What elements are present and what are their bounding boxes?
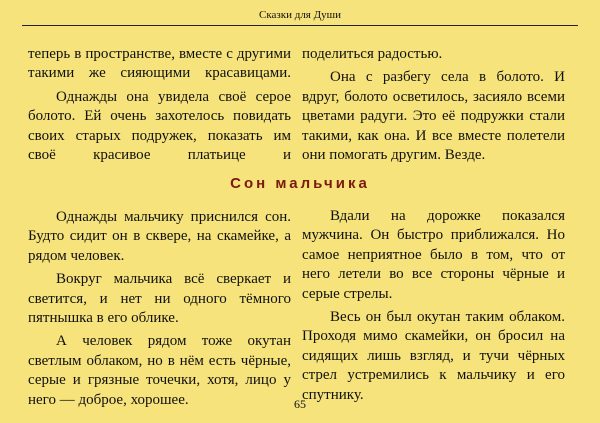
paragraph: Вдали на дорожке показался мужчина. Он быстро приближался. Но самое неприятное было в том, что от него летели во все стороны чёрные и серые стрелы.: [302, 208, 565, 302]
paragraph-continuation: поделиться радостью.: [302, 46, 443, 62]
page-header: [22, 0, 578, 28]
paragraph: Однажды мальчику приснился сон. Будто сидит он в сквере, на скамейке, а рядом человек.: [28, 209, 291, 264]
bottom-right-column: [302, 207, 565, 409]
paragraph: Она с разбегу села в болото. И вдруг, болото осветилось, засияло всеми цветами радуги. Это её подружки стали такими, как она. И все вместе полетели они помогать другим. Везде.: [302, 69, 565, 164]
paragraph: Однажды она увидела своё серое болото. Ей очень захотелось повидать своих старых подружек, показать им своё красивое платьице и: [28, 88, 291, 164]
paragraph-continuation: теперь в пространстве, вместе с другими такими же сияющими красавицами.: [28, 46, 291, 82]
top-left-column: [28, 45, 291, 169]
running-header-title: Сказки для Души: [259, 9, 341, 21]
paragraph: Вокруг мальчика всё сверкает и светится, и нет ни одного тёмного пятнышка в его облике.: [28, 271, 291, 327]
top-right-column: [302, 45, 565, 169]
paragraph: Весь он был окутан таким облаком. Проходя мимо скамейки, он бросил на сидящих лишь взгляд, и тучи чёрных стрел устремились к мальчику и его спутнику.: [302, 309, 565, 403]
section-title: Сон мальчика: [230, 175, 370, 192]
paragraph: А человек рядом тоже окутан светлым облаком, но в нём есть чёрные, серые и грязные точечки, хотя, лицо у него — доброе, хорошее.: [28, 333, 291, 408]
header-rule: [22, 25, 578, 26]
bottom-left-column: [28, 208, 291, 414]
page-number: 65: [294, 397, 306, 411]
